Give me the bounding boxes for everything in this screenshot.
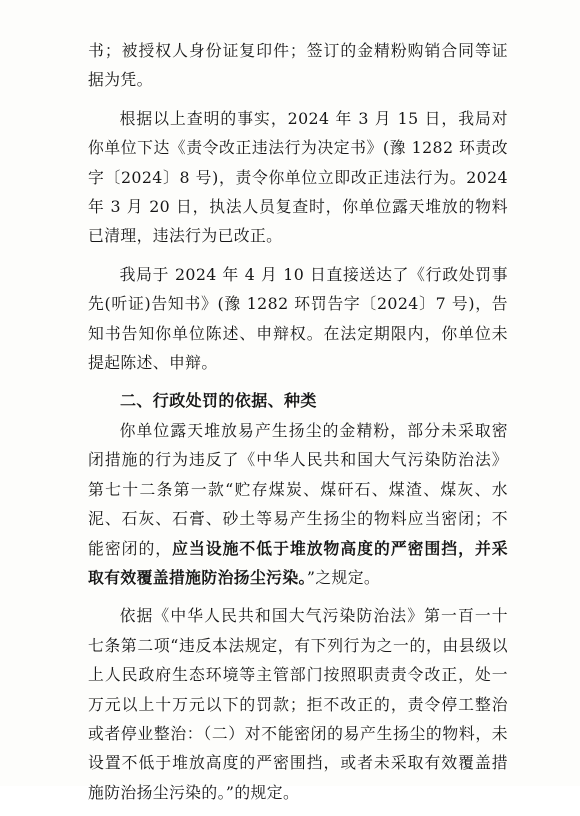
paragraph-violation bbox=[88, 416, 508, 592]
violation-text-end: ”之规定。 bbox=[306, 567, 381, 587]
paragraph-hearing-notice: 我局于 2024 年 4 月 10 日直接送达了《行政处罚事先(听证)告知书》(豫 1282 环罚告字〔2024〕7 号)，告知书告知你单位陈述、申辩权。在法定期限内，你单位未提起陈述、申辩。 bbox=[88, 264, 508, 373]
violation-emphasis: 应当设施不低于堆放物高度的严密围挡，并采取有效覆盖措施防治扬尘污染。 bbox=[88, 538, 508, 587]
section-heading: 二、行政处罚的依据、种类 bbox=[120, 391, 317, 411]
violation-text: 你单位露天堆放易产生扬尘的金精粉，部分未采取密闭措施的行为违反了《中华人民共和国大气污染防治法》第七十二条第一款“贮存煤炭、煤矸石、煤渣、煤灰、水泥、石灰、石膏、砂土等易产生扬尘的物料应当密闭；不能密闭的， bbox=[88, 420, 508, 558]
paragraph-correction-order: 根据以上查明的事实，2024 年 3 月 15 日，我局对你单位下达《责令改正违法行为决定书》(豫 1282 环责改字〔2024〕8 号)，责令你单位立即改正违法行为。2024 年 3 月 20 日，执法人员复查时，你单位露天堆放的物料已清理，违法行为已改正。 bbox=[88, 108, 508, 246]
document-body bbox=[88, 36, 508, 816]
paragraph-penalty-basis: 依据《中华人民共和国大气污染防治法》第一百一十七条第二项“违反本法规定，有下列行为之一的，由县级以上人民政府生态环境等主管部门按照职责责令改正，处一万元以上十万元以下的罚款；拒不改正的，责令停工整治或者停业整治：（二）对不能密闭的易产生扬尘的物料，未设置不低于堆放高度的严密围挡，或者未采取有效覆盖措施防治扬尘污染的。”的规定。 bbox=[88, 606, 508, 802]
paragraph-evidence: 书；被授权人身份证复印件；签订的金精粉购销合同等证据为凭。 bbox=[88, 41, 508, 90]
